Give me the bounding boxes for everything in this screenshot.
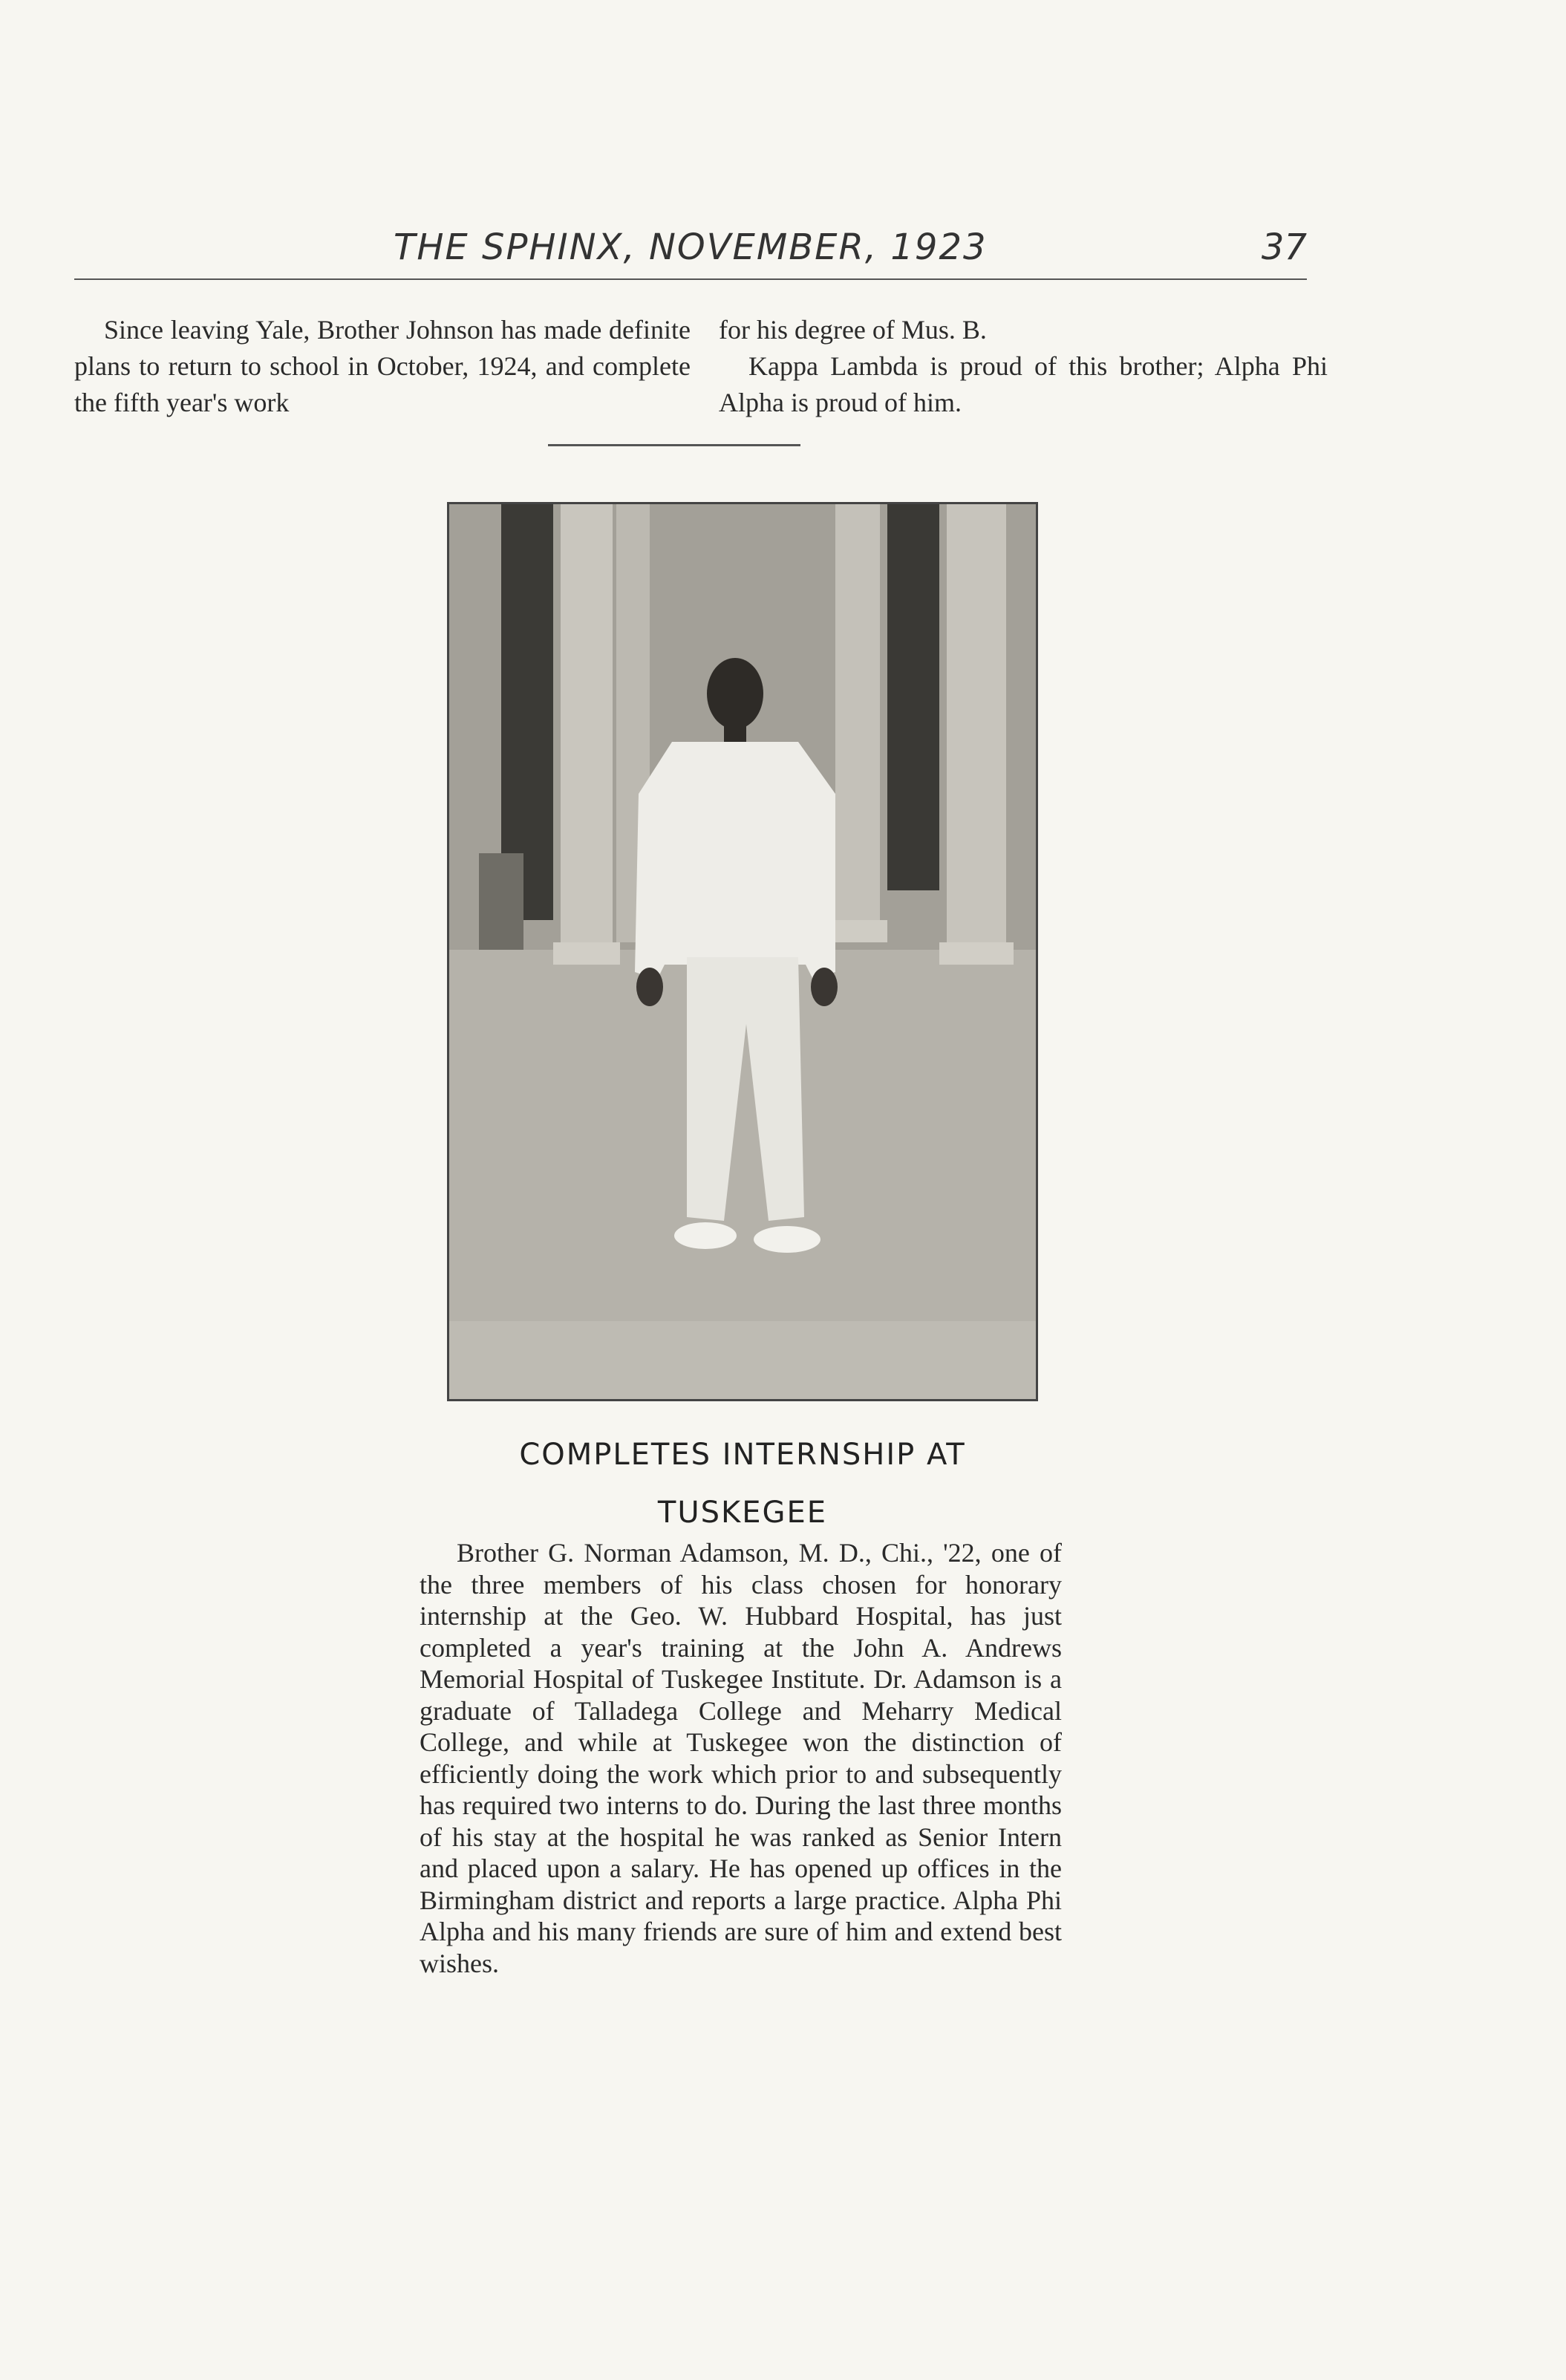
article-title <box>416 1426 1069 1542</box>
article-body <box>420 1537 1062 1979</box>
running-title: THE SPHINX, NOVEMBER, 1923 <box>394 226 988 268</box>
page-number: 37 <box>1261 226 1307 268</box>
article-title-line-1: COMPLETES INTERNSHIP AT <box>519 1438 966 1472</box>
johnson-paragraph: Since leaving Yale, Brother Johnson has made definite plans to return to school in October, 1924, and complete the fifth year's work <box>74 315 691 417</box>
article-title-line-2: TUSKEGEE <box>657 1496 828 1530</box>
continuation-line: for his degree of Mus. B. <box>719 315 987 345</box>
photo-illustration <box>449 504 1036 1399</box>
adamson-paragraph: Brother G. Norman Adamson, M. D., Chi., '22, one of the three members of his class chosen for honorary internship at the Geo. W. Hubbard Hospital, has just completed a year's training at the John A. Andrews Memorial Hospital of Tuskegee Institute. Dr. Adamson is a graduate of Talladega College and Meharry Medical College, and while at Tuskegee won the distinction of efficiently doing the work which prior to and subsequently has required two interns to do. During the last three months of his stay at the hospital he was ranked as Senior Intern and placed upon a salary. He has opened up offices in the Birmingham district and reports a large practice. Alpha Phi Alpha and his many friends are sure of him and extend best wishes. <box>420 1538 1062 1978</box>
portrait-photo <box>447 502 1038 1401</box>
kappa-lambda-paragraph: Kappa Lambda is proud of this brother; Alpha Phi Alpha is proud of him. <box>719 351 1328 417</box>
section-divider <box>548 444 800 446</box>
page-header <box>74 226 1307 280</box>
left-column <box>74 312 691 421</box>
right-column <box>719 312 1328 421</box>
